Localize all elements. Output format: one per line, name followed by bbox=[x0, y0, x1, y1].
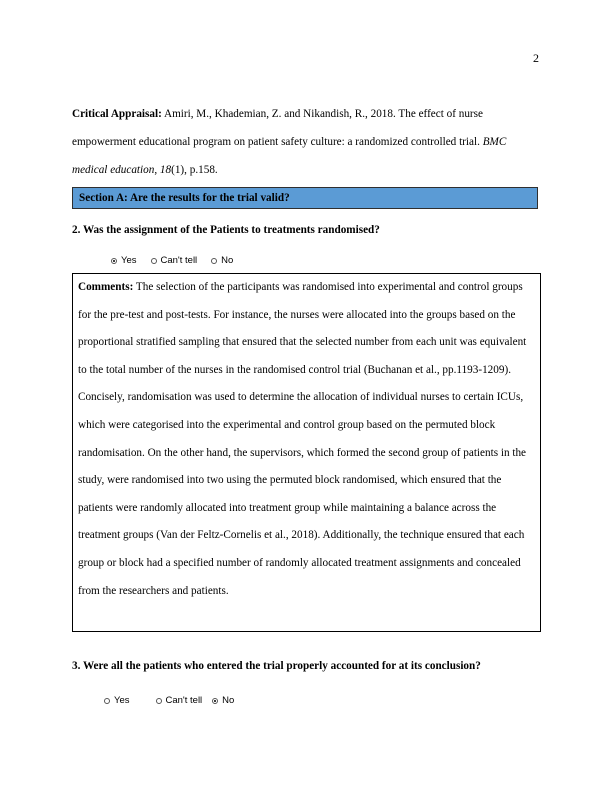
q3-option-yes[interactable] bbox=[104, 695, 130, 706]
citation-journal: BMC medical education bbox=[72, 136, 507, 176]
radio-selected-icon[interactable] bbox=[111, 258, 117, 264]
citation-label: Critical Appraisal: bbox=[72, 108, 162, 120]
comments-body: The selection of the participants was randomised into experimental and control groups for the pre-test and post-tests. For instance, the nurses were allocated into the groups based on the proportional stratified sampling that ensured that the selected number from each unit was equivalent to the total number of the nurses in the randomised control trial (Buchanan et al., pp.1193-1209). Concisely, randomisation was used to determine the allocation of individual nurses to certain ICUs, which were categorised into the experimental and control group based on the permuted block randomisation. On the other hand, the supervisors, which formed the second group of patients in the study, were randomised into two using the permuted block randomised, which ensured that the patients were randomly allocated into treatment group while maintaining a balance across the treatment groups (Van der Feltz-Cornelis et al., 2018). Additionally, the technique ensured that each group or block had a specified number of randomly allocated treatment assignments and concealed from the researchers and patients. bbox=[78, 281, 527, 597]
radio-icon[interactable] bbox=[156, 698, 162, 704]
comments-text bbox=[78, 274, 535, 605]
radio-icon[interactable] bbox=[211, 258, 217, 264]
radio-selected-icon[interactable] bbox=[212, 698, 218, 704]
comments-box bbox=[72, 273, 541, 632]
q3-option-cant-tell-label: Can't tell bbox=[165, 695, 203, 706]
question-2-title: 2. Was the assignment of the Patients to treatments randomised? bbox=[72, 224, 380, 236]
citation bbox=[72, 100, 542, 184]
q3-option-no[interactable] bbox=[212, 695, 234, 706]
radio-icon[interactable] bbox=[151, 258, 157, 264]
comments-label: Comments: bbox=[78, 281, 134, 293]
citation-volume: 18 bbox=[159, 164, 172, 176]
page-number: 2 bbox=[533, 51, 539, 65]
q3-option-no-label: No bbox=[222, 695, 235, 706]
radio-icon[interactable] bbox=[104, 698, 110, 704]
q3-option-cant-tell[interactable] bbox=[156, 695, 203, 706]
q2-option-yes[interactable] bbox=[111, 255, 137, 266]
q3-option-yes-label: Yes bbox=[114, 695, 130, 706]
citation-sep: , bbox=[154, 164, 160, 176]
q2-option-no-label: No bbox=[221, 255, 234, 266]
q2-option-cant-tell[interactable] bbox=[151, 255, 198, 266]
q2-option-cant-tell-label: Can't tell bbox=[160, 255, 198, 266]
q2-option-yes-label: Yes bbox=[121, 255, 137, 266]
section-a-header: Section A: Are the results for the trial valid? bbox=[72, 187, 538, 209]
question-3-options bbox=[104, 695, 248, 706]
question-2-options bbox=[111, 255, 247, 266]
q2-option-no[interactable] bbox=[211, 255, 233, 266]
citation-text: Amiri, M., Khademian, Z. and Nikandish, R., 2018. The effect of nurse empowerment educational program on patient safety culture: a randomized controlled trial. bbox=[72, 108, 483, 148]
citation-end: (1), p.158. bbox=[171, 164, 218, 176]
question-3-title: 3. Were all the patients who entered the trial properly accounted for at its conclusion? bbox=[72, 660, 481, 672]
